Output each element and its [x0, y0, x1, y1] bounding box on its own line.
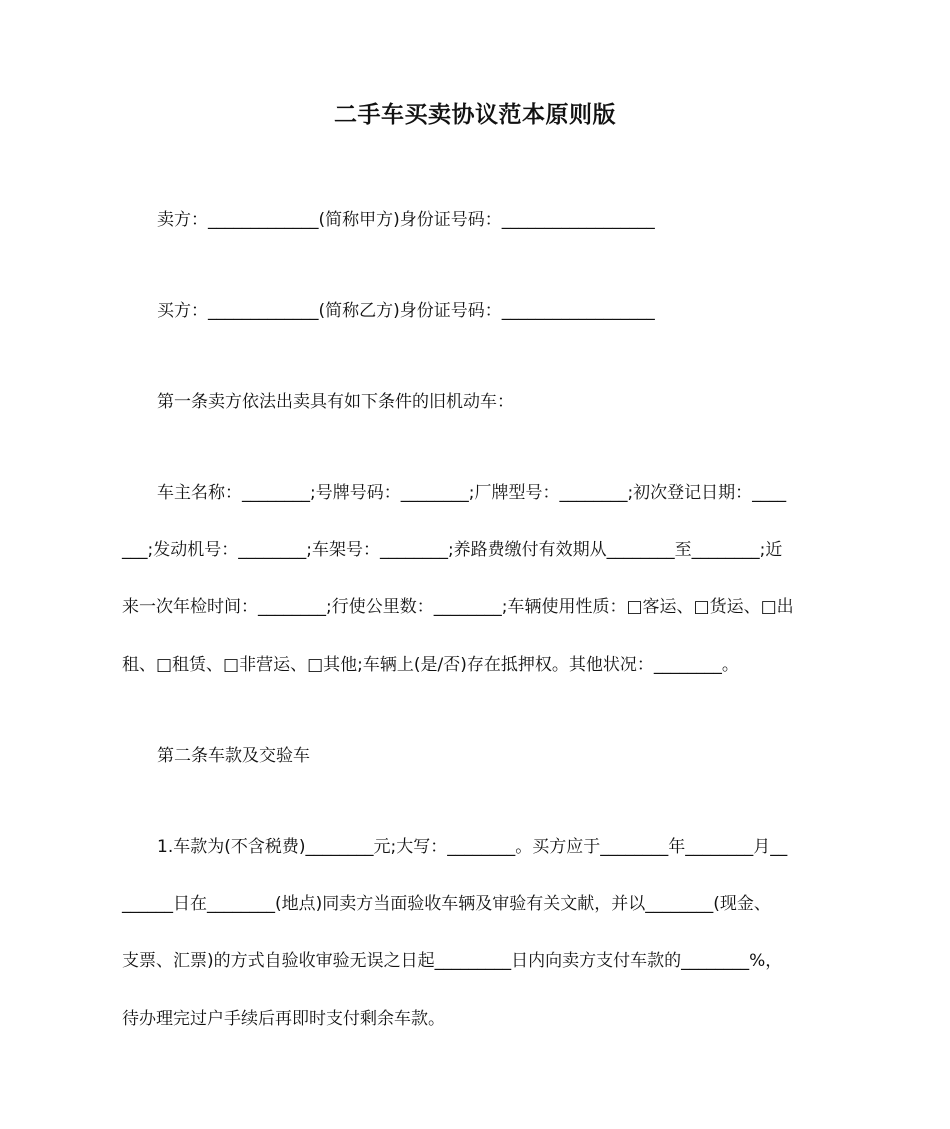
- seller-line: 卖方：_____________(简称甲方)身份证号码：__________________: [157, 210, 655, 230]
- payment-line-2: ______日在________(地点)同卖方当面验收车辆及审验有关文献，并以________(现金、: [122, 894, 771, 914]
- document-title: 二手车买卖协议范本原则版: [334, 102, 616, 128]
- vehicle-info-line-2: ___;发动机号：________;车架号：________;养路费缴付有效期从________至________;近: [122, 540, 783, 560]
- article-1-heading: 第一条卖方依法出卖具有如下条件的旧机动车：: [157, 392, 514, 412]
- vehicle-info-line-1: 车主名称：________;号牌号码：________;厂牌型号：________;初次登记日期：____: [157, 483, 787, 503]
- payment-line-3: 支票、汇票)的方式自验收审验无误之日起_________日内向卖方支付车款的________%，: [122, 951, 783, 971]
- article-2-heading: 第二条车款及交验车: [157, 746, 310, 766]
- vehicle-info-line-4: 租、□租赁、□非营运、□其他;车辆上(是/否)存在抵押权。其他状况：________。: [122, 655, 739, 675]
- vehicle-info-line-3: 来一次年检时间：________;行使公里数：________;车辆使用性质：□客运、□货运、□出: [122, 597, 794, 617]
- payment-line-1: 1.车款为(不含税费)________元;大写：________。买方应于________年________月__: [157, 837, 788, 857]
- payment-line-4: 待办理完过户手续后再即时支付剩余车款。: [122, 1009, 445, 1029]
- buyer-line: 买方：_____________(简称乙方)身份证号码：__________________: [157, 301, 655, 321]
